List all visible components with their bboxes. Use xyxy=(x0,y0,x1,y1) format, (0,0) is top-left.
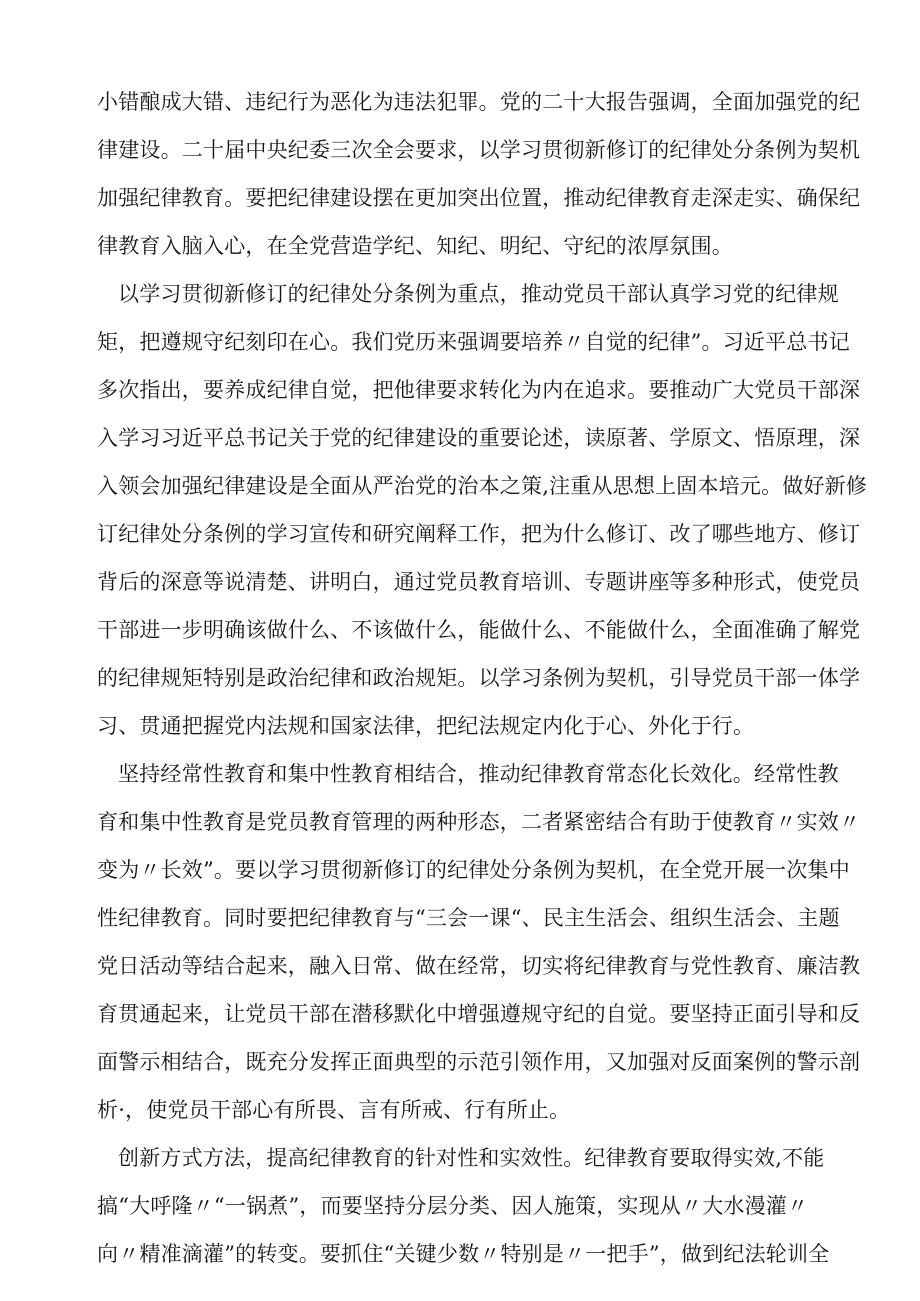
text-line: 背后的深意等说清楚、讲明白，通过党员教育培训、专题讲座等多种形式，使党员 xyxy=(97,570,861,594)
text-line: 矩，把遵规守纪刻印在心。我们党历来强调要培养〃自觉的纪律”。习近平总书记 xyxy=(97,330,850,354)
text-line: 党日活动等结合起来，融入日常、做在经常，切实将纪律教育与党性教育、廉洁教 xyxy=(97,954,861,978)
text-line: 变为〃长效”。要以学习贯彻新修订的纪律处分条例为契机，在全党开展一次集中 xyxy=(97,858,850,882)
text-line: 以学习贯彻新修订的纪律处分条例为重点，推动党员干部认真学习党的纪律规 xyxy=(118,282,839,306)
text-line: 入学习习近平总书记关于党的纪律建设的重要论述，读原著、学原文、悟原理，深 xyxy=(97,426,861,450)
text-line: 律建设。二十届中央纪委三次全会要求，以学习贯彻新修订的纪律处分条例为契机 xyxy=(97,138,861,162)
text-line: 加强纪律教育。要把纪律建设摆在更加突出位置，推动纪律教育走深走实、确保纪 xyxy=(97,186,861,210)
text-line: 创新方式方法，提高纪律教育的针对性和实效性。纪律教育要取得实效,不能 xyxy=(118,1146,825,1170)
text-line: 订纪律处分条例的学习宣传和研究阐释工作，把为什么修订、改了哪些地方、修订 xyxy=(97,522,861,546)
text-line: 育和集中性教育是党员教育管理的两种形态，二者紧密结合有助于使教育〃实效〃 xyxy=(97,810,861,834)
text-line: 入领会加强纪律建设是全面从严治党的治本之策,注重从思想上固本培元。做好新修 xyxy=(97,474,868,498)
text-line: 的纪律规矩特别是政治纪律和政治规矩。以学习条例为契机，引导党员干部一体学 xyxy=(97,666,861,690)
text-line: 干部进一步明确该做什么、不该做什么，能做什么、不能做什么，全面准确了解党 xyxy=(97,618,861,642)
text-line: 搞“大呼隆〃“一锅煮”，而要坚持分层分类、因人施策，实现从〃大水漫灌〃 xyxy=(97,1194,809,1218)
text-line: 性纪律教育。同时要把纪律教育与“三会一课“、民主生活会、组织生活会、主题 xyxy=(97,906,840,930)
text-line: 小错酿成大错、违纪行为恶化为违法犯罪。党的二十大报告强调，全面加强党的纪 xyxy=(97,90,861,114)
text-line: 面警示相结合，既充分发挥正面典型的示范引领作用，又加强对反面案例的警示剖 xyxy=(97,1050,861,1074)
text-line: 育贯通起来，让党员干部在潜移默化中增强遵规守纪的自觉。要坚持正面引导和反 xyxy=(97,1002,861,1026)
text-line: 习、贯通把握党内法规和国家法律，把纪法规定内化于心、外化于行。 xyxy=(97,714,755,738)
text-line: 析·，使党员干部心有所畏、言有所戒、行有所止。 xyxy=(97,1098,571,1122)
text-line: 律教育入脑入心，在全党营造学纪、知纪、明纪、守纪的浓厚氛围。 xyxy=(97,234,733,258)
text-line: 坚持经常性教育和集中性教育相结合，推动纪律教育常态化长效化。经常性教 xyxy=(118,762,839,786)
text-line: 向〃精准滴灌”的转变。要抓住“关键少数〃特别是〃一把手”，做到纪法轮训全 xyxy=(97,1242,830,1266)
text-line: 多次指出，要养成纪律自觉，把他律要求转化为内在追求。要推动广大党员干部深 xyxy=(97,378,861,402)
